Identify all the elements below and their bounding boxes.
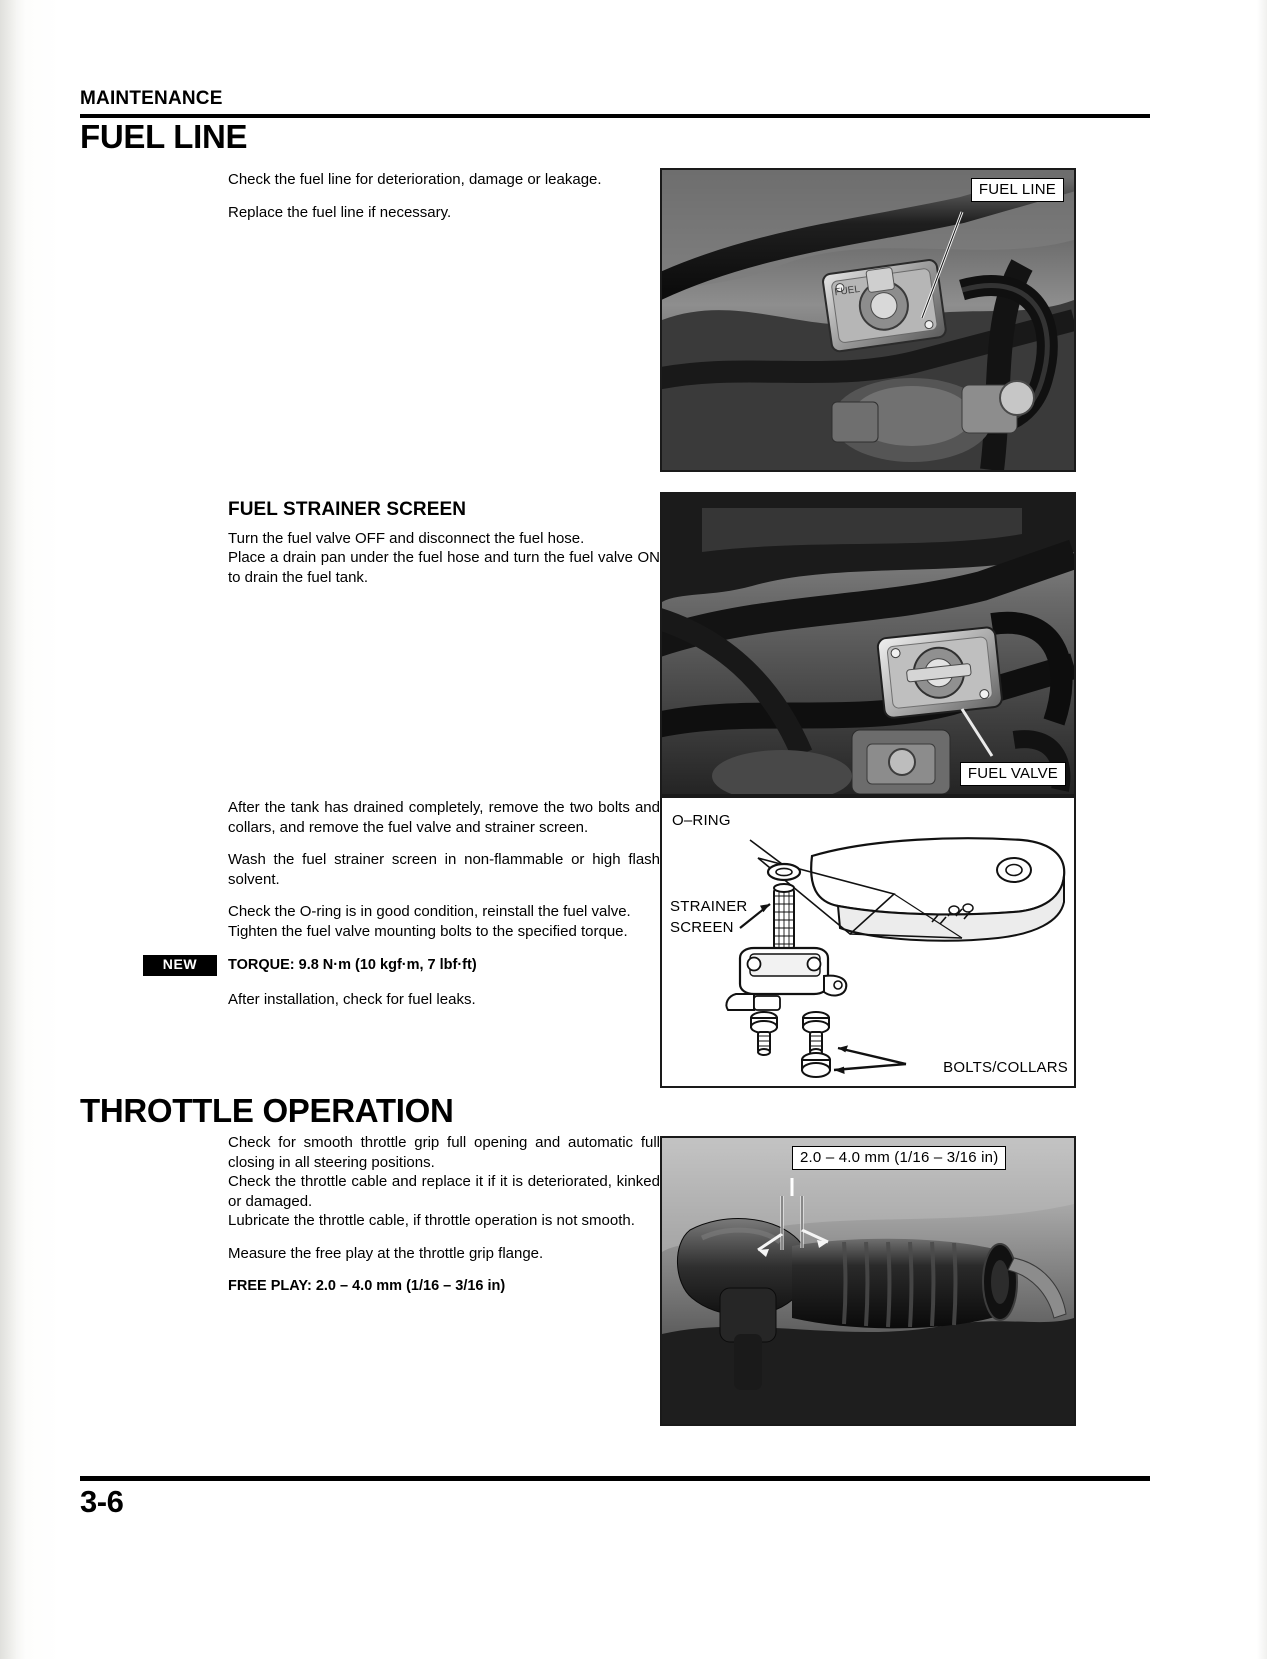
paragraph: After the tank has drained completely, remove the two bolts and collars, and remove the fuel valve and strainer screen. (228, 799, 660, 836)
paragraph: Tighten the fuel valve mounting bolts to the specified torque. (228, 922, 628, 940)
page-number: 3-6 (80, 1484, 124, 1519)
new-part-badge: NEW (143, 955, 217, 976)
callout-throttle-free-play: 2.0 – 4.0 mm (1/16 – 3/16 in) (792, 1146, 1006, 1170)
paragraph: Place a drain pan under the fuel hose and turn the fuel valve ON to drain the fuel tank. (228, 549, 660, 586)
callout-fuel-line: FUEL LINE (971, 178, 1064, 202)
paragraph: Measure the free play at the throttle grip flange. (228, 1244, 544, 1262)
paragraph: Check the fuel line for deterioration, damage or leakage. (228, 171, 602, 188)
heading-fuel-strainer-screen: FUEL STRAINER SCREEN (228, 499, 467, 520)
figure-strainer-diagram (660, 796, 1076, 1088)
throttle-photo-image (662, 1138, 1074, 1424)
throttle-text-block (228, 1133, 660, 1309)
fuel-valve-photo-image (662, 494, 1074, 794)
label-bolts-collars: BOLTS/COLLARS (943, 1059, 1068, 1076)
heading-fuel-line: FUEL LINE (80, 118, 248, 155)
paragraph: Lubricate the throttle cable, if throttle operation is not smooth. (228, 1212, 635, 1230)
free-play-spec: FREE PLAY: 2.0 – 4.0 mm (1/16 – 3/16 in) (228, 1277, 506, 1294)
page-right-edge-shadow (1257, 0, 1267, 1659)
paragraph: Check the O-ring is in good condition, reinstall the fuel valve. (228, 903, 631, 921)
fuel-strainer-text-block-2 (162, 798, 660, 1022)
embedded-fuel-label: FUEL (833, 283, 861, 299)
strainer-diagram-image (662, 798, 1074, 1086)
paragraph: Replace the fuel line if necessary. (228, 203, 452, 221)
footer-rule (80, 1476, 1150, 1481)
page-header (80, 88, 1150, 118)
fuel-line-photo-image (662, 170, 1074, 470)
callout-fuel-valve: FUEL VALVE (960, 762, 1066, 786)
label-o-ring: O–RING (672, 812, 731, 829)
figure-fuel-valve-photo (660, 492, 1076, 796)
label-strainer-screen-line2: SCREEN (670, 919, 734, 936)
paragraph: Turn the fuel valve OFF and disconnect the fuel hose. (228, 529, 585, 547)
figure-throttle-photo (660, 1136, 1076, 1426)
torque-spec: TORQUE: 9.8 N·m (10 kgf·m, 7 lbf·ft) (228, 956, 477, 973)
label-strainer-screen-line1: STRAINER (670, 898, 748, 915)
paragraph: Wash the fuel strainer screen in non-flammable or high flash solvent. (228, 851, 660, 888)
section-name: MAINTENANCE (80, 88, 223, 109)
fuel-line-text-block (228, 170, 660, 235)
paragraph: Check for smooth throttle grip full opening and automatic full closing in all steering positions. (228, 1134, 660, 1171)
heading-throttle-operation: THROTTLE OPERATION (80, 1092, 454, 1129)
paragraph: After installation, check for fuel leaks. (228, 990, 476, 1008)
page-left-edge-shadow (0, 0, 16, 1659)
figure-fuel-line-photo (660, 168, 1076, 472)
fuel-strainer-text-block (228, 500, 660, 600)
paragraph: Check the throttle cable and replace it if it is deteriorated, kinked or damaged. (228, 1173, 660, 1210)
